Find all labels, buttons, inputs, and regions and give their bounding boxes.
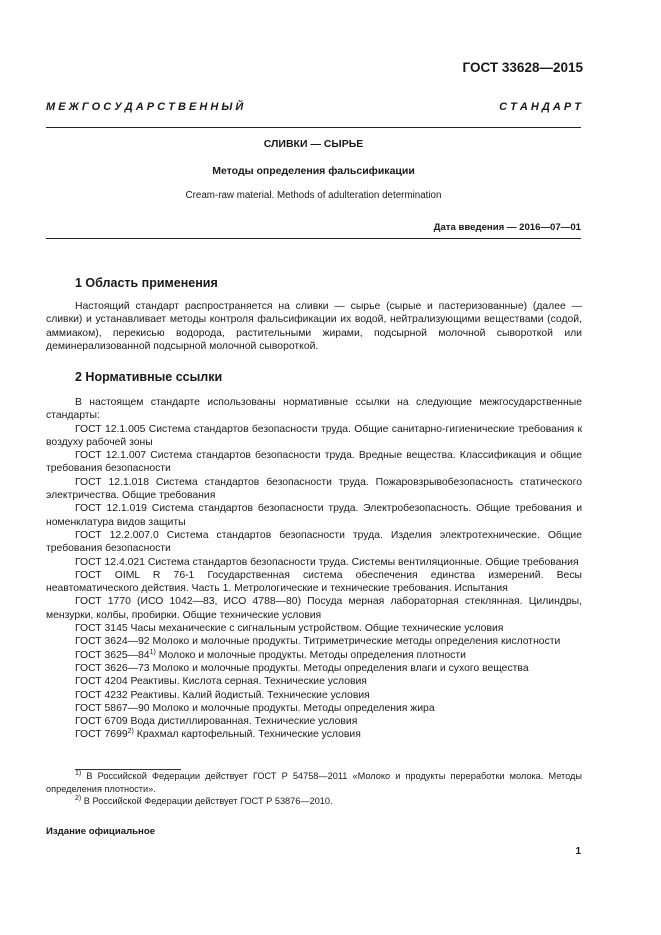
reference-item: ГОСТ 4204 Реактивы. Кислота серная. Технические условия bbox=[75, 676, 367, 688]
footnotes bbox=[46, 770, 582, 808]
effective-date: Дата введения — 2016—07—01 bbox=[433, 222, 581, 233]
official-edition-label: Издание официальное bbox=[46, 826, 156, 837]
footnote-mark: 2) bbox=[127, 728, 134, 736]
footnote-text: В Российской Федерации действует ГОСТ Р 54758—2011 «Молоко и продукты переработки молока. Методы определения плотности». bbox=[46, 771, 582, 794]
document-code: ГОСТ 33628—2015 bbox=[462, 60, 583, 75]
reference-item: ГОСТ 12.1.018 Система стандартов безопасности труда. Пожаровзрывобезопасность статического электричества. Общие требования bbox=[46, 476, 582, 502]
document-subtitle: Методы определения фальсификации bbox=[212, 165, 415, 177]
page-number: 1 bbox=[575, 846, 581, 857]
reference-item: ГОСТ 1770 (ИСО 1042—83, ИСО 4788—80) Посуда мерная лабораторная стеклянная. Цилиндры, мензурки, колбы, пробирки. Общие технические условия bbox=[46, 596, 582, 621]
footnote-text: В Российской Федерации действует ГОСТ Р 53876—2010. bbox=[81, 796, 333, 806]
reference-item: ГОСТ 3626—73 Молоко и молочные продукты. Методы определения влаги и сухого вещества bbox=[75, 662, 529, 674]
document-title: СЛИВКИ — СЫРЬЕ bbox=[263, 138, 364, 150]
footnote bbox=[46, 770, 582, 795]
reference-item: ГОСТ 12.1.005 Система стандартов безопасности труда. Общие санитарно-гигиенические требования к воздуху рабочей зоны bbox=[46, 423, 582, 448]
section-1-text: Настоящий стандарт распространяется на сливки — сырье (сырые и пастеризованные) (далее — сливки) и устанавливает методы контроля фальсификации их водой, нейтрализующими веществами (содой, аммиаком), перекисью водорода, растительными жирами, подсырной молочной сывороткой или деминерализованной подсырной молочной сывороткой. bbox=[46, 301, 582, 352]
footnote bbox=[46, 795, 582, 808]
reference-text: Крахмал картофельный. Технические условия bbox=[133, 729, 361, 741]
reference-item: ГОСТ OIML R 76-1 Государственная система обеспечения единства измерений. Весы неавтоматического действия. Часть 1. Метрологические и технические требования. Испытания bbox=[46, 569, 582, 595]
interstate-standard-banner bbox=[46, 99, 581, 115]
banner-word-interstate: М Е Ж Г О С У Д А Р С Т В Е Н Н Ы Й bbox=[46, 101, 244, 113]
reference-item: ГОСТ 3624—92 Молоко и молочные продукты. Титриметрические методы определения кислотности bbox=[75, 636, 561, 648]
reference-text: Молоко и молочные продукты. Методы определения плотности bbox=[155, 649, 466, 661]
normative-references bbox=[46, 396, 582, 742]
footnote-mark: 2) bbox=[75, 795, 82, 802]
reference-item: ГОСТ 12.1.019 Система стандартов безопасности труда. Электробезопасность. Общие требования и номенклатура видов защиты bbox=[46, 503, 582, 528]
header-divider bbox=[46, 127, 581, 128]
section-2-heading: 2 Нормативные ссылки bbox=[75, 370, 223, 384]
reference-item bbox=[46, 728, 582, 741]
reference-item: ГОСТ 6709 Вода дистиллированная. Технические условия bbox=[75, 716, 358, 728]
reference-code: ГОСТ 3625—84 bbox=[75, 649, 150, 661]
section-1-heading: 1 Область применения bbox=[75, 276, 218, 290]
reference-item bbox=[46, 649, 582, 662]
reference-item: ГОСТ 4232 Реактивы. Калий йодистый. Технические условия bbox=[75, 689, 370, 701]
reference-item: ГОСТ 12.2.007.0 Система стандартов безопасности труда. Изделия электротехнические. Общие требования безопасности bbox=[46, 529, 582, 555]
banner-word-standard: С Т А Н Д А Р Т bbox=[499, 101, 581, 113]
reference-item: ГОСТ 5867—90 Молоко и молочные продукты. Методы определения жира bbox=[75, 702, 435, 714]
date-divider bbox=[46, 238, 581, 239]
reference-item: ГОСТ 3145 Часы механические с сигнальным устройством. Общие технические условия bbox=[75, 623, 504, 635]
english-title: Cream-raw material. Methods of adulteration determination bbox=[185, 190, 442, 201]
reference-item: ГОСТ 12.4.021 Система стандартов безопасности труда. Системы вентиляционные. Общие требования bbox=[75, 556, 579, 568]
footnote-mark: 1) bbox=[75, 770, 82, 777]
reference-item: ГОСТ 12.1.007 Система стандартов безопасности труда. Вредные вещества. Классификация и общие требования безопасности bbox=[46, 450, 582, 475]
references-intro: В настоящем стандарте использованы нормативные ссылки на следующие межгосударственные стандарты: bbox=[46, 397, 582, 422]
reference-code: ГОСТ 7699 bbox=[75, 729, 128, 741]
footnote-mark: 1) bbox=[149, 648, 156, 656]
